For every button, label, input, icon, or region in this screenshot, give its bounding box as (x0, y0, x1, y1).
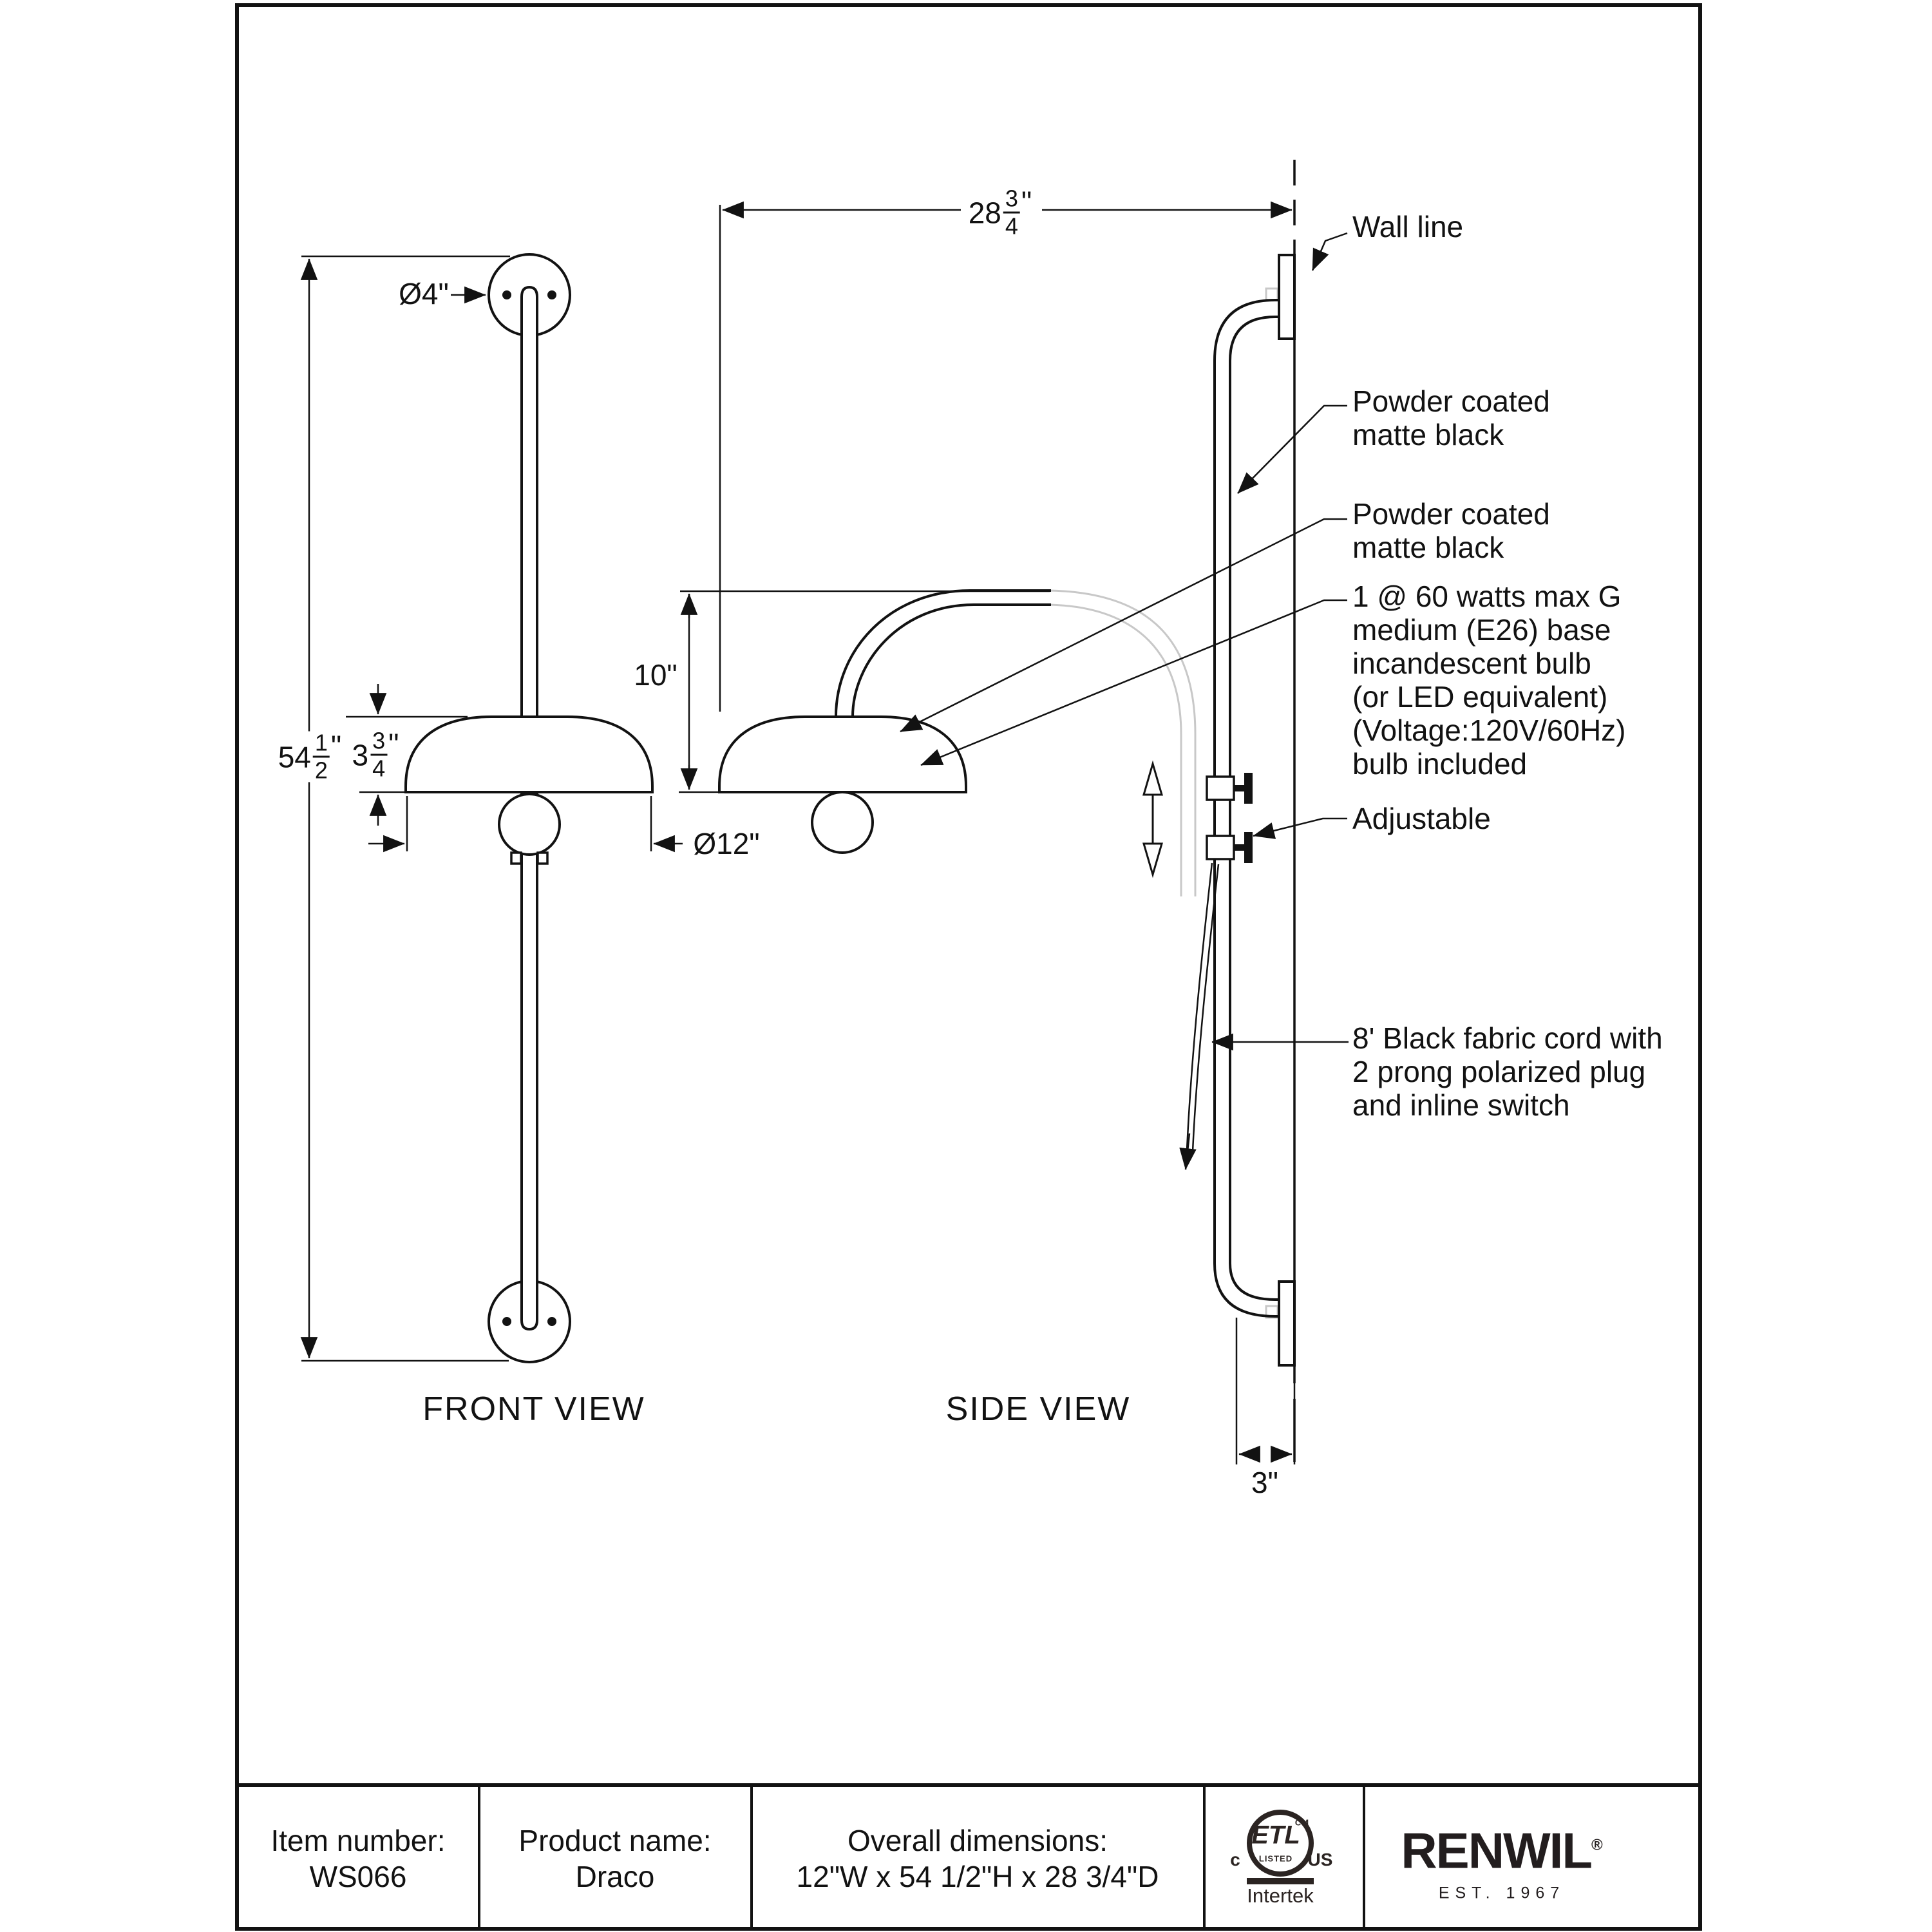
annotation-powder-coated-pole: Powder coated matte black (1352, 384, 1550, 451)
adjustable-double-arrow (1144, 764, 1162, 875)
etl-cm-text: CM (1294, 1817, 1310, 1828)
overall-dimensions-label: Overall dimensions: (848, 1824, 1108, 1857)
item-number-value: WS066 (309, 1860, 407, 1893)
annotation-powder-coated-shade: Powder coated matte black (1352, 497, 1550, 564)
etl-c-text: c (1230, 1850, 1240, 1870)
annotation-cord: 8' Black fabric cord with 2 prong polarized plug and inline switch (1352, 1021, 1663, 1122)
front-view-label: FRONT VIEW (422, 1390, 645, 1428)
dim-arm-drop: 10" (634, 658, 677, 692)
renwil-wordmark: RENWIL® (1401, 1822, 1603, 1879)
etl-us-text: US (1307, 1850, 1333, 1870)
front-view-drawing (406, 254, 652, 1362)
annotation-bulb-spec: 1 @ 60 watts max G medium (E26) base incandescent bulb (or LED equivalent) (Voltage:120V/60Hz) bulb included (1352, 580, 1626, 781)
annotation-adjustable: Adjustable (1352, 802, 1491, 835)
dimension-lines (301, 205, 1294, 1464)
side-view-label: SIDE VIEW (945, 1390, 1131, 1428)
product-name-label: Product name: (518, 1824, 712, 1857)
renwil-est-text: EST. 1967 (1438, 1884, 1566, 1902)
etl-mark-text: ETL (1251, 1821, 1300, 1850)
annotation-wall-line: Wall line (1352, 210, 1464, 243)
intertek-text: Intertek (1247, 1884, 1314, 1907)
arm-ghost-position (1050, 289, 1278, 1318)
etl-underline-bar (1247, 1878, 1314, 1884)
dim-wall-offset: 3" (1251, 1466, 1278, 1499)
dim-plate-diameter: Ø4" (399, 277, 449, 310)
annotation-leaders (900, 233, 1349, 1042)
dim-shade-diameter: Ø12" (693, 827, 760, 860)
dim-shade-height: 3 $\frac{3}{4}$ " (352, 727, 399, 782)
dim-depth: 28 $\frac{3}{4}$ " (966, 187, 1035, 238)
sheet-border (237, 5, 1700, 1929)
side-view-drawing (719, 160, 1294, 1462)
etl-listed-text: LISTED (1258, 1853, 1293, 1864)
overall-dimensions-value: 12"W x 54 1/2"H x 28 3/4"D (796, 1860, 1159, 1893)
item-number-label: Item number: (270, 1824, 446, 1857)
dim-overall-height: 54 $\frac{1}{2}$ " (276, 732, 345, 782)
product-name-value: Draco (575, 1860, 655, 1893)
